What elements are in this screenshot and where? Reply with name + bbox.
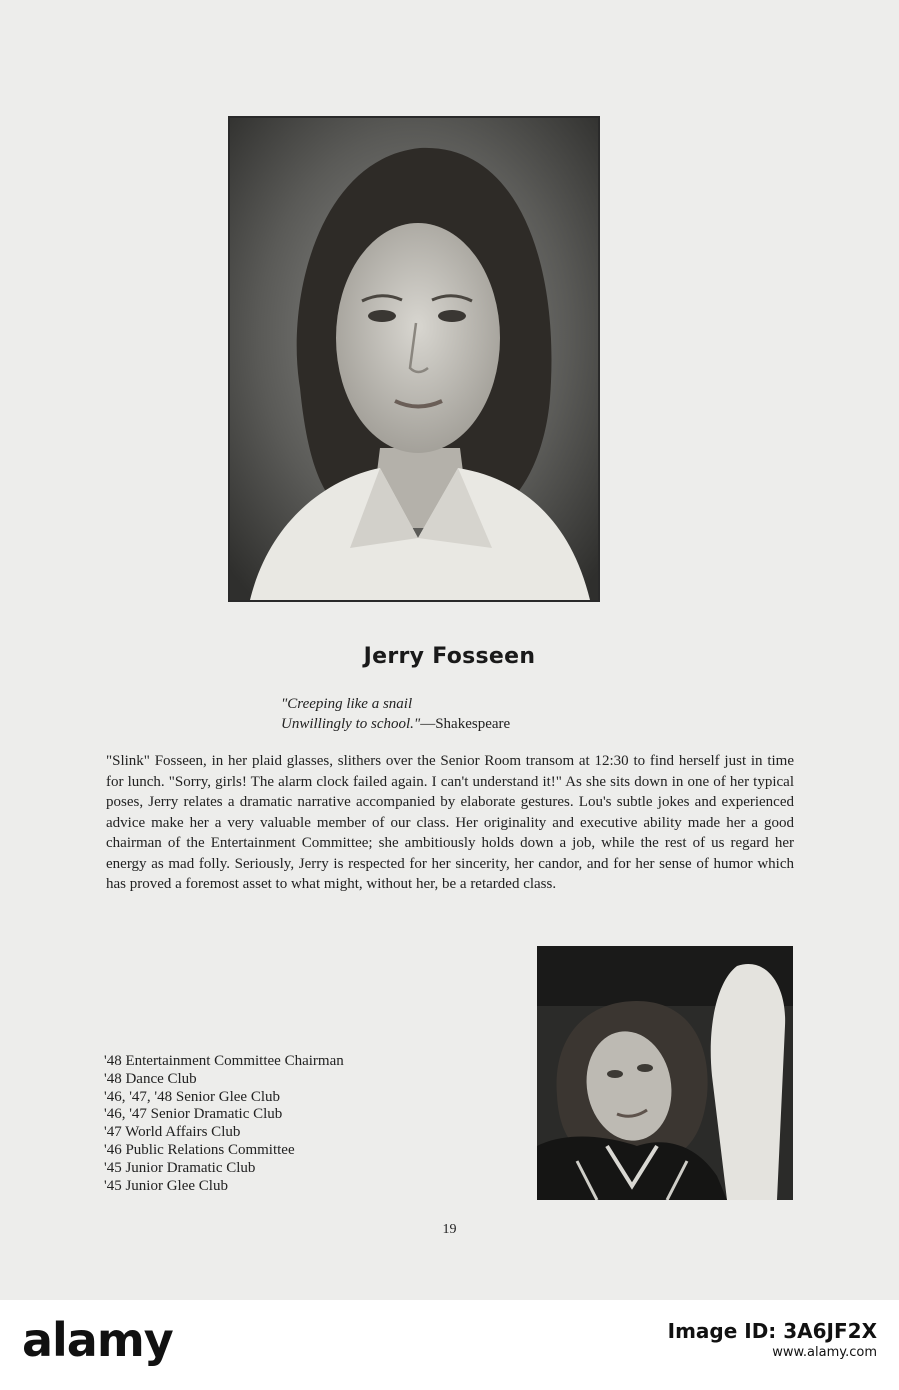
activity-item: '45 Junior Glee Club: [104, 1177, 228, 1194]
activity-item: '46, '47 Senior Dramatic Club: [104, 1106, 283, 1123]
portrait-photo: [228, 116, 600, 602]
footer-url: www.alamy.com: [772, 1345, 877, 1360]
quote-line-2: [281, 714, 510, 734]
page-number: 19: [442, 1222, 457, 1237]
activity-item: '46, '47, '48 Senior Glee Club: [104, 1088, 281, 1105]
biography-text: "Slink" Fosseen, in her plaid glasses, slithers over the Senior Room transom at 12:30 to find herself just in time for lunch. "Sorry, girls! The alarm clock failed again. I can't understand it!" As she sits down in one of her typical poses, Jerry relates a dramatic narrative accompanied by elaborate gestures. Lou's subtle jokes and experienced advice make her a very valuable member of our class. Her originality and executive ability made her a good chairman of the Entertainment Committee; she ambitiously holds down a job, while the rest of us regard her energy as mad folly. Seriously, Jerry is respected for her sincerity, her candor, and for her sense of humor which has proved a foremost asset to what might, without her, be a retarded class.: [106, 753, 794, 892]
quote-line-1: "Creeping like a snail: [281, 696, 413, 712]
activity-item: '47 World Affairs Club: [104, 1124, 241, 1141]
image-id: Image ID: 3A6JF2X: [667, 1319, 877, 1343]
candid-photo-icon: [537, 946, 793, 1200]
quote-line-2-text: Unwillingly to school.": [281, 716, 421, 732]
watermark-footer: [0, 1300, 899, 1390]
student-name: Jerry Fosseen: [363, 644, 536, 669]
alamy-logo: alamy: [22, 1313, 173, 1367]
activity-item: '48 Entertainment Committee Chairman: [104, 1053, 344, 1069]
candid-photo: [537, 946, 793, 1200]
activity-item: '48 Dance Club: [104, 1070, 197, 1087]
activities-list: [104, 1053, 344, 1195]
quote: [281, 694, 510, 734]
image-id-block: [668, 1320, 877, 1364]
activity-item: '46 Public Relations Committee: [104, 1141, 295, 1158]
activity-item: '45 Junior Dramatic Club: [104, 1159, 256, 1176]
portrait-photo-icon: [230, 118, 598, 600]
quote-attribution: —Shakespeare: [420, 716, 511, 732]
